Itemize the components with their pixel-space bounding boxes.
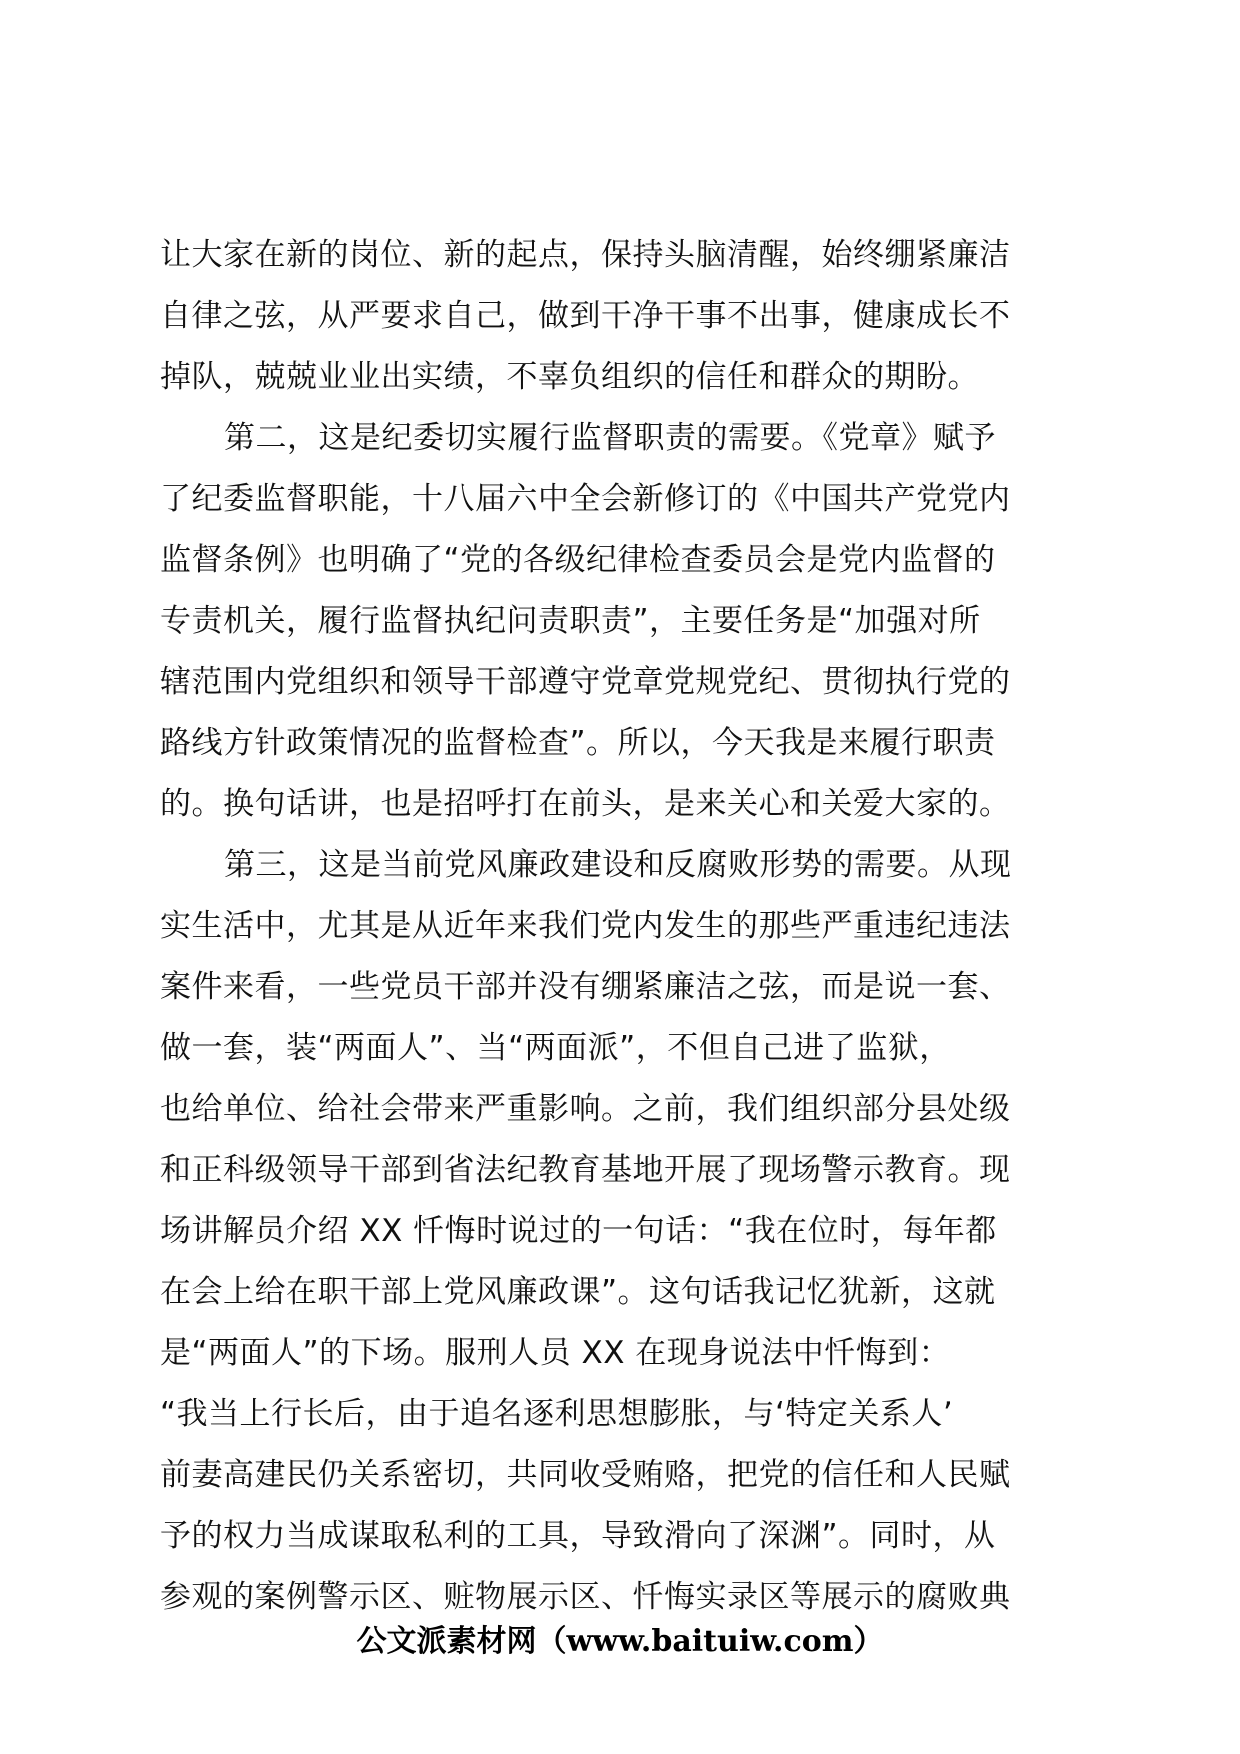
text-line: 监督条例》也明确了“党的各级纪律检查委员会是党内监督的 (160, 542, 996, 578)
text-line: 了纪委监督职能，十八届六中全会新修订的《中国共产党党内 (160, 481, 1011, 517)
body-text (160, 225, 1080, 1628)
text-line: 也给单位、给社会带来严重影响。之前，我们组织部分县处级 (160, 1091, 1011, 1127)
paragraph-start-line: 第二，这是纪委切实履行监督职责的需要。《党章》赋予 (224, 420, 996, 456)
footer-watermark: 公文派素材网（www.baituiw.com） (356, 1624, 884, 1659)
text-line: 实生活中，尤其是从近年来我们党内发生的那些严重违纪违法 (160, 908, 1011, 944)
text-line: 场讲解员介绍 XX 忏悔时说过的一句话：“我在位时，每年都 (160, 1213, 997, 1249)
text-line: 掉队，兢兢业业出实绩，不辜负组织的信任和群众的期盼。 (160, 359, 979, 395)
text-line: 予的权力当成谋取私利的工具，导致滑向了深渊”。同时，从 (160, 1518, 996, 1554)
text-line: 和正科级领导干部到省法纪教育基地开展了现场警示教育。现 (160, 1152, 1011, 1188)
text-line: 参观的案例警示区、赃物展示区、忏悔实录区等展示的腐败典 (160, 1579, 1011, 1615)
text-line: 自律之弦，从严要求自己，做到干净干事不出事，健康成长不 (160, 298, 1011, 334)
text-line: 让大家在新的岗位、新的起点，保持头脑清醒，始终绷紧廉洁 (160, 237, 1011, 273)
text-line: “我当上行长后，由于追名逐利思想膨胀，与‘特定关系人’ (160, 1396, 954, 1432)
text-line: 专责机关，履行监督执纪问责职责”，主要任务是“加强对所 (160, 603, 981, 639)
text-line: 辖范围内党组织和领导干部遵守党章党规党纪、贯彻执行党的 (160, 664, 1011, 700)
text-line: 是“两面人”的下场。服刑人员 XX 在现身说法中忏悔到： (160, 1335, 951, 1371)
text-line: 路线方针政策情况的监督检查”。所以，今天我是来履行职责 (160, 725, 996, 761)
text-line: 案件来看，一些党员干部并没有绷紧廉洁之弦，而是说一套、 (160, 969, 1011, 1005)
paragraph-start-line: 第三，这是当前党风廉政建设和反腐败形势的需要。从现 (224, 847, 1012, 883)
text-line: 做一套，装“两面人”、当“两面派”，不但自己进了监狱， (160, 1030, 951, 1066)
text-line: 前妻高建民仍关系密切，共同收受贿赂，把党的信任和人民赋 (160, 1457, 1011, 1493)
text-line: 的。换句话讲，也是招呼打在前头，是来关心和关爱大家的。 (160, 786, 1011, 822)
text-line: 在会上给在职干部上党风廉政课”。这句话我记忆犹新，这就 (160, 1274, 996, 1310)
